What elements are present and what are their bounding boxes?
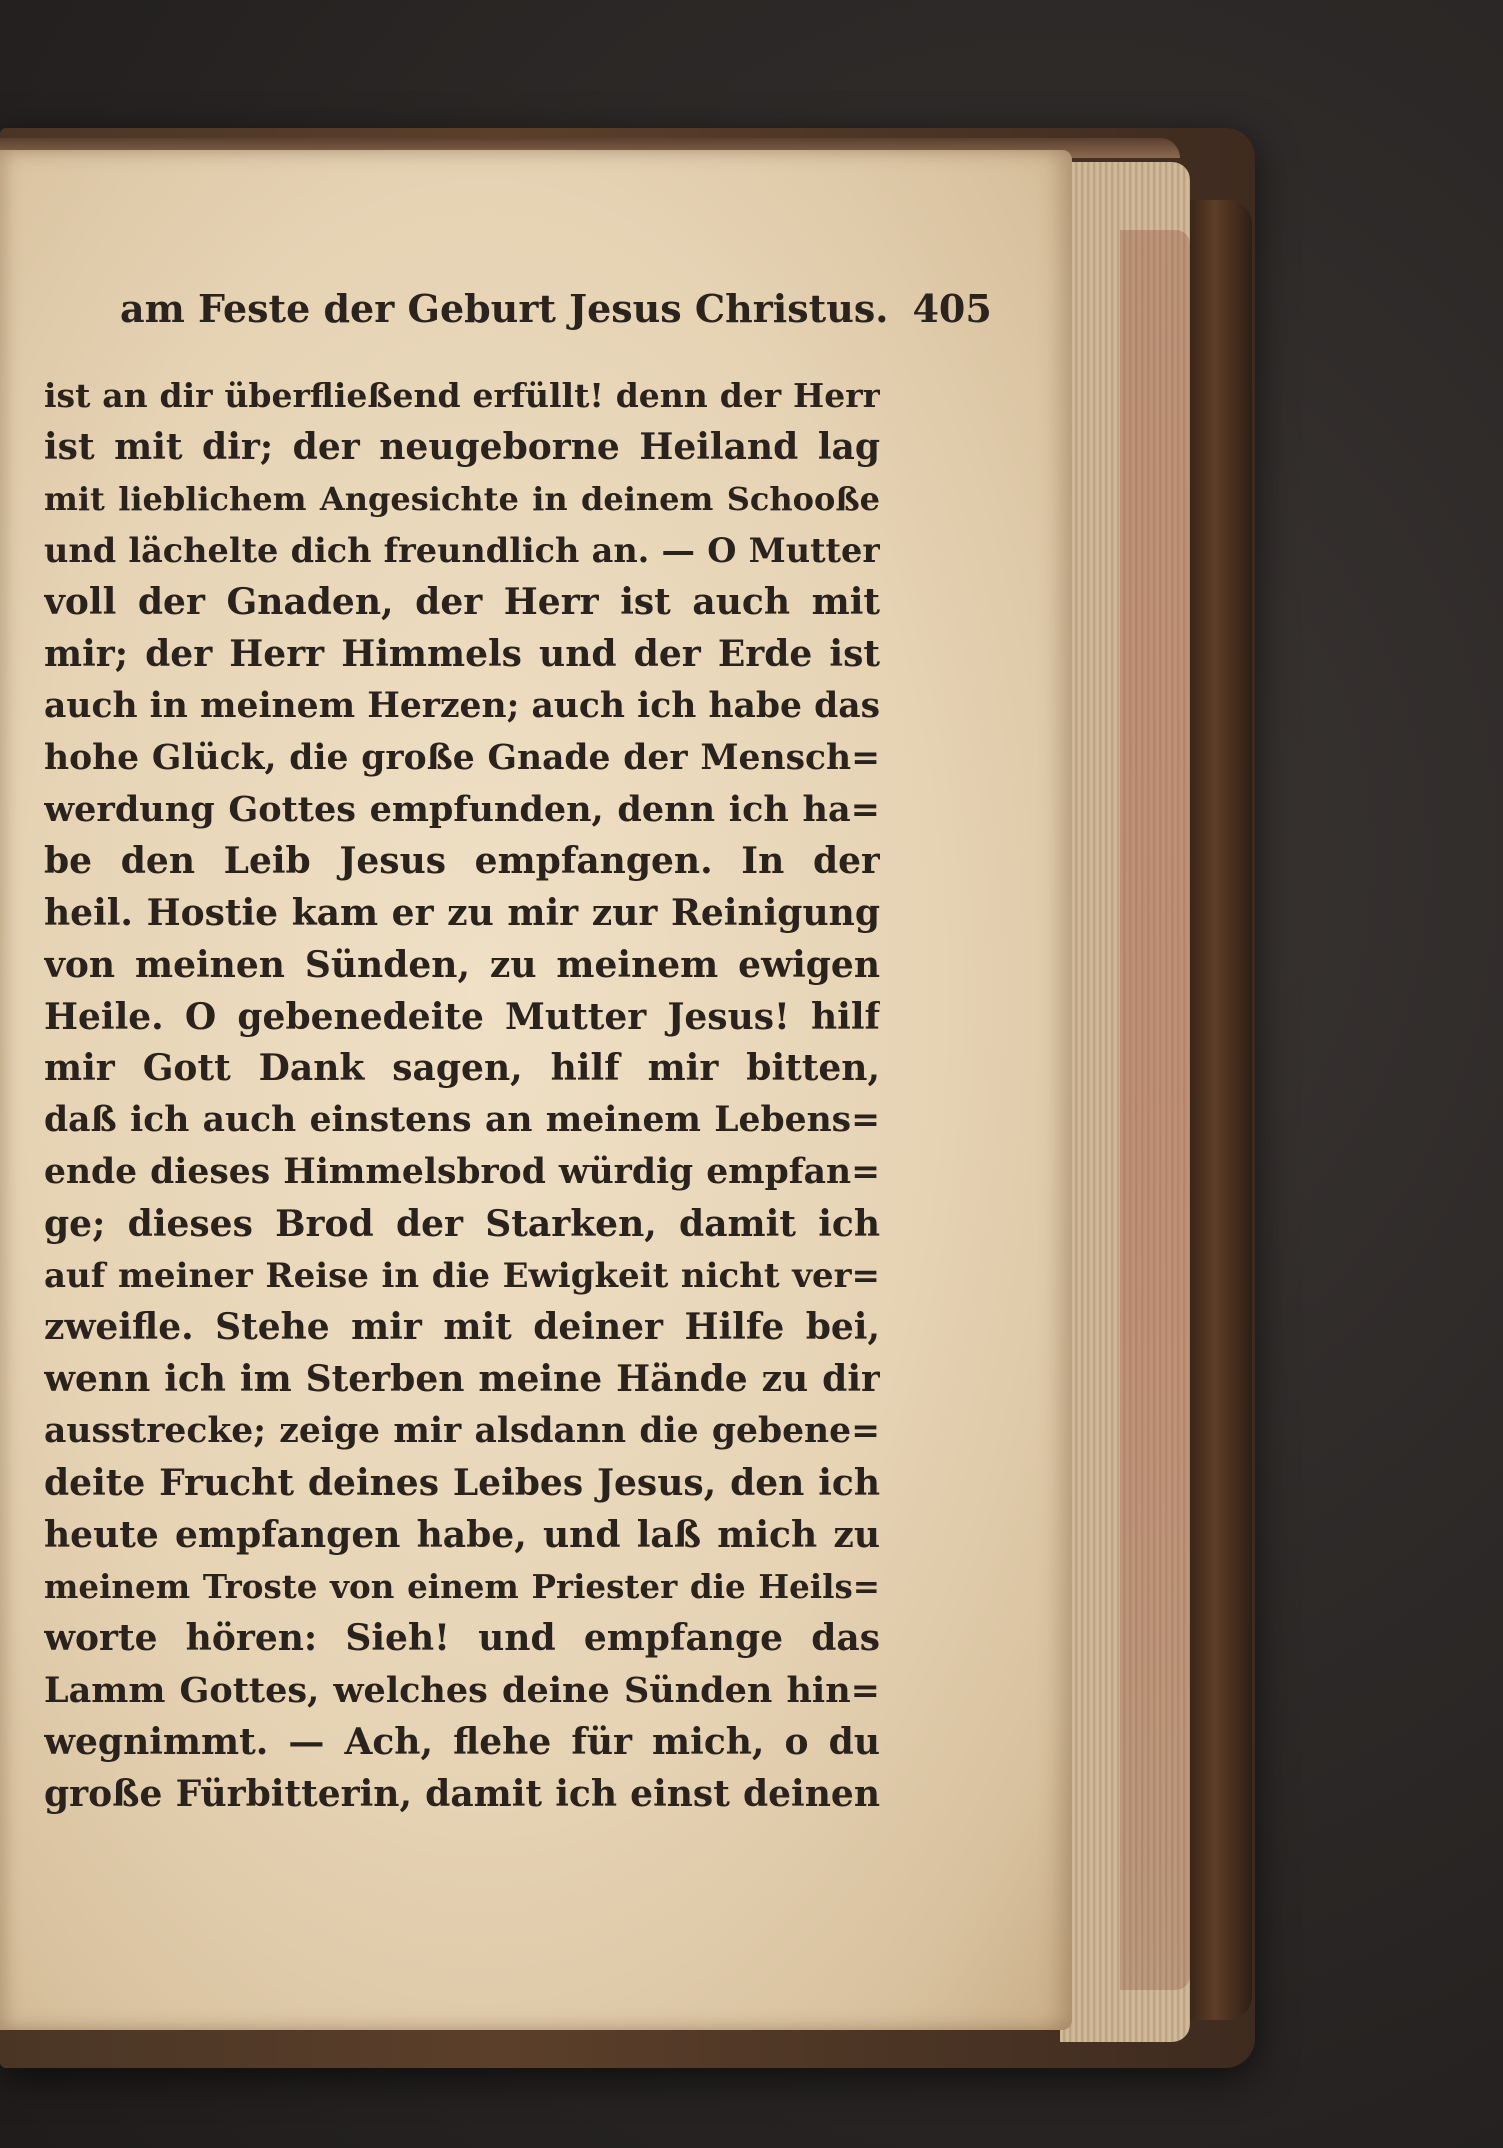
text-line: mir; der Herr Himmels und der Erde ist: [44, 632, 880, 675]
text-line: heute empfangen habe, und laß mich zu: [44, 1513, 880, 1556]
text-line: ge; dieses Brod der Starken, damit ich: [44, 1202, 880, 1245]
text-line: hohe Glück, die große Gnade der Mensch=: [44, 737, 880, 778]
text-line: be den Leib Jesus empfangen. In der: [44, 840, 880, 883]
text-line: ausstrecke; zeige mir alsdann die gebene=: [44, 1410, 880, 1451]
book-cover-edge: [1190, 200, 1252, 2020]
running-head-title: am Feste der Geburt Jesus Christus.: [120, 286, 889, 331]
text-line: große Fürbitterin, damit ich einst deinen: [44, 1772, 880, 1815]
text-line: mit lieblichem Angesichte in deinem Schooße: [44, 479, 880, 518]
text-line: worte hören: Sieh! und empfange das: [44, 1617, 880, 1660]
text-line: wenn ich im Sterben meine Hände zu dir: [44, 1358, 880, 1401]
text-line: heil. Hostie kam er zu mir zur Reinigung: [44, 891, 880, 934]
text-line: zweifle. Stehe mir mit deiner Hilfe bei,: [44, 1306, 880, 1349]
text-line: und lächelte dich freundlich an. — O Mutter: [44, 531, 880, 571]
text-line: deite Frucht deines Leibes Jesus, den ich: [44, 1461, 880, 1504]
running-head: [120, 286, 992, 346]
text-line: ist mit dir; der neugeborne Heiland lag: [44, 425, 880, 468]
text-line: auch in meinem Herzen; auch ich habe das: [44, 685, 880, 726]
text-line: von meinen Sünden, zu meinem ewigen: [44, 943, 880, 986]
body-text: [44, 370, 880, 1820]
text-line: ende dieses Himmelsbrod würdig empfan=: [44, 1151, 880, 1192]
text-line: voll der Gnaden, der Herr ist auch mit: [44, 581, 880, 624]
text-line: daß ich auch einstens an meinem Lebens=: [44, 1100, 880, 1141]
text-line: meinem Troste von einem Priester die Heils=: [44, 1567, 880, 1607]
text-line: werdung Gottes empfunden, denn ich ha=: [44, 789, 880, 831]
page-number: 405: [912, 286, 992, 331]
text-line: Lamm Gottes, welches deine Sünden hin=: [44, 1669, 880, 1711]
text-line: Heile. O gebenedeite Mutter Jesus! hilf: [44, 995, 880, 1038]
page-edge-stain: [1120, 230, 1190, 1990]
text-line: mir Gott Dank sagen, hilf mir bitten,: [44, 1047, 880, 1090]
text-line: auf meiner Reise in die Ewigkeit nicht ver=: [44, 1255, 880, 1296]
text-line: wegnimmt. — Ach, flehe für mich, o du: [44, 1720, 880, 1763]
text-line: ist an dir überfließend erfüllt! denn der Herr: [44, 376, 880, 415]
